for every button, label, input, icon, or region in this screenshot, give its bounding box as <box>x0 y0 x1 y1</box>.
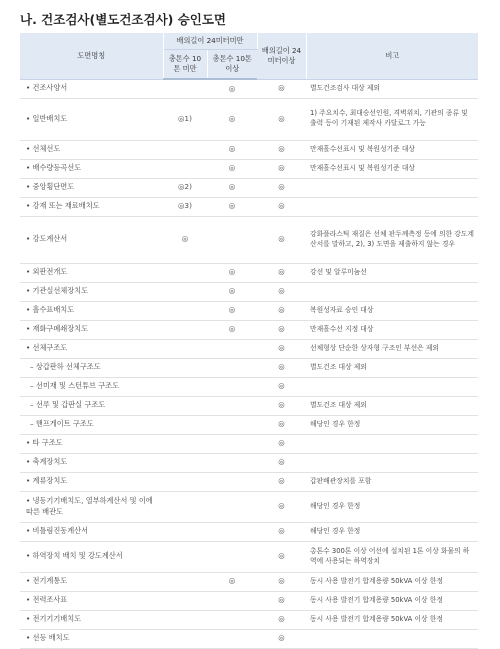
over-24m-cell <box>257 434 306 453</box>
approval-mark: ◎ <box>278 83 285 93</box>
drawing-name-cell: – 핸프게이트 구조도 <box>20 415 163 434</box>
approval-mark: ◎2) <box>177 182 193 192</box>
header-under-10t: 총톤수 10톤 미만 <box>163 49 207 79</box>
under-10t-cell <box>163 159 207 178</box>
table-row <box>20 572 478 591</box>
under-10t-cell <box>163 522 207 541</box>
table-row <box>20 339 478 358</box>
table-row <box>20 263 478 282</box>
table-row <box>20 453 478 472</box>
over-10t-cell <box>207 320 257 339</box>
over-10t-cell <box>207 415 257 434</box>
approval-mark: ◎ <box>278 182 285 192</box>
table-row <box>20 610 478 629</box>
over-10t-cell <box>207 301 257 320</box>
over-24m-cell <box>257 301 306 320</box>
remarks-cell: 강선 및 알루미늄선 <box>306 263 478 282</box>
under-10t-cell <box>163 282 207 301</box>
table-row <box>20 415 478 434</box>
approval-mark: ◎ <box>278 113 285 123</box>
approval-mark: ◎ <box>228 113 236 123</box>
approval-mark: ◎ <box>278 457 285 467</box>
over-24m-cell <box>257 140 306 159</box>
drawing-name-cell: • 축계장치도 <box>20 453 163 472</box>
approval-mark: ◎ <box>278 324 285 334</box>
under-10t-cell <box>163 377 207 396</box>
over-24m-cell <box>257 629 306 648</box>
drawing-name-cell: • 전력조사표 <box>20 591 163 610</box>
over-10t-cell <box>207 263 257 282</box>
remarks-cell <box>306 178 478 197</box>
remarks-cell: 해당인 경우 한정 <box>306 491 478 522</box>
approval-mark: ◎ <box>228 83 236 93</box>
over-24m-cell <box>257 159 306 178</box>
remarks-cell: 선체형상 단순한 상자형 구조인 부선은 제외 <box>306 339 478 358</box>
over-10t-cell <box>207 216 257 263</box>
approval-mark: ◎ <box>278 286 285 296</box>
under-10t-cell <box>163 339 207 358</box>
over-24m-cell <box>257 572 306 591</box>
table-row <box>20 216 478 263</box>
remarks-cell <box>306 629 478 648</box>
over-10t-cell <box>207 629 257 648</box>
table-row <box>20 197 478 216</box>
remarks-cell: 강화플라스틱 재질은 선체 판두께측정 등에 의한 강도계산서를 말하고, 2), 3) 도면을 제출하지 않는 경우 <box>306 216 478 263</box>
table-row <box>20 159 478 178</box>
drawing-name-cell: – 상갑판하 선체구조도 <box>20 358 163 377</box>
approval-mark: ◎ <box>278 614 285 624</box>
under-10t-cell <box>163 453 207 472</box>
remarks-cell: 복원성자료 승인 대상 <box>306 301 478 320</box>
over-24m-cell <box>257 522 306 541</box>
table-row <box>20 591 478 610</box>
header-over-24m: 배의길이 24미터이상 <box>257 33 306 79</box>
table-body <box>20 79 478 648</box>
under-10t-cell <box>163 591 207 610</box>
approval-mark: ◎1) <box>177 113 193 123</box>
approval-mark: ◎ <box>228 267 236 277</box>
over-24m-cell <box>257 216 306 263</box>
over-24m-cell <box>257 541 306 572</box>
header-under-24m: 배의길이 24미터미만 <box>163 33 257 49</box>
approval-mark: ◎ <box>278 551 285 561</box>
remarks-cell: 만재흘수선표시 및 복원성기준 대상 <box>306 140 478 159</box>
over-24m-cell <box>257 320 306 339</box>
remarks-cell: 해당인 경우 한정 <box>306 415 478 434</box>
remarks-cell: 만재흘수선표시 및 복원성기준 대상 <box>306 159 478 178</box>
remarks-cell: 동시 사용 발전기 합계용량 50kVA 이상 한정 <box>306 572 478 591</box>
drawing-name-cell: • 일반배치도 <box>20 98 163 140</box>
approval-mark: ◎ <box>278 362 285 372</box>
over-10t-cell <box>207 140 257 159</box>
remarks-cell: 별도건조검사 대상 제외 <box>306 79 478 98</box>
drawing-name-cell: • 외판전개도 <box>20 263 163 282</box>
drawing-name-cell: • 선체선도 <box>20 140 163 159</box>
table-row <box>20 301 478 320</box>
approval-mark: ◎ <box>278 633 285 643</box>
approval-mark: ◎ <box>228 305 236 315</box>
table-row <box>20 377 478 396</box>
drawing-name-cell: • 중앙횡단면도 <box>20 178 163 197</box>
over-10t-cell <box>207 472 257 491</box>
drawing-name-cell: • 계류장치도 <box>20 472 163 491</box>
remarks-cell: 동시 사용 발전기 합계용량 50kVA 이상 한정 <box>306 591 478 610</box>
drawing-name-cell: • 타 구조도 <box>20 434 163 453</box>
approval-mark: ◎ <box>278 343 285 353</box>
over-10t-cell <box>207 358 257 377</box>
over-10t-cell <box>207 541 257 572</box>
drawing-name-cell: • 재화구폐쇄장치도 <box>20 320 163 339</box>
drawing-name-cell: – 선루 및 갑판실 구조도 <box>20 396 163 415</box>
over-24m-cell <box>257 472 306 491</box>
table-row <box>20 320 478 339</box>
table-row <box>20 178 478 197</box>
table-row <box>20 491 478 522</box>
drawing-name-cell: • 선등 배치도 <box>20 629 163 648</box>
approval-mark: ◎ <box>278 501 285 511</box>
approval-mark: ◎ <box>278 163 285 173</box>
remarks-cell <box>306 453 478 472</box>
under-10t-cell <box>163 491 207 522</box>
over-24m-cell <box>257 178 306 197</box>
under-10t-cell <box>163 415 207 434</box>
table-header <box>20 33 478 79</box>
over-10t-cell <box>207 282 257 301</box>
over-10t-cell <box>207 572 257 591</box>
approval-mark: ◎ <box>278 234 285 244</box>
under-10t-cell <box>163 98 207 140</box>
approval-mark: ◎ <box>181 234 189 244</box>
approval-mark: ◎ <box>228 286 236 296</box>
over-10t-cell <box>207 339 257 358</box>
table-row <box>20 522 478 541</box>
approval-mark: ◎3) <box>177 201 193 211</box>
table-row <box>20 472 478 491</box>
remarks-cell <box>306 197 478 216</box>
approval-mark: ◎ <box>278 595 285 605</box>
over-24m-cell <box>257 396 306 415</box>
table-row <box>20 396 478 415</box>
drawing-name-cell: • 건조사양서 <box>20 79 163 98</box>
approval-mark: ◎ <box>278 438 285 448</box>
header-drawing-name: 도면명칭 <box>20 33 163 79</box>
table-row <box>20 541 478 572</box>
header-over-10t: 총톤수 10톤 이상 <box>207 49 257 79</box>
approval-mark: ◎ <box>228 324 236 334</box>
approval-mark: ◎ <box>228 144 236 154</box>
under-10t-cell <box>163 358 207 377</box>
approval-mark: ◎ <box>278 381 285 391</box>
drawing-name-cell: • 선체구조도 <box>20 339 163 358</box>
over-10t-cell <box>207 491 257 522</box>
over-24m-cell <box>257 415 306 434</box>
over-24m-cell <box>257 98 306 140</box>
under-10t-cell <box>163 629 207 648</box>
approval-mark: ◎ <box>228 576 236 586</box>
over-24m-cell <box>257 358 306 377</box>
approval-mark: ◎ <box>278 419 285 429</box>
drawing-name-cell: • 기관실선체장치도 <box>20 282 163 301</box>
approval-mark: ◎ <box>278 476 285 486</box>
over-24m-cell <box>257 491 306 522</box>
over-24m-cell <box>257 377 306 396</box>
drawing-name-cell: • 강재 또는 재료배치도 <box>20 197 163 216</box>
over-10t-cell <box>207 159 257 178</box>
under-10t-cell <box>163 434 207 453</box>
over-10t-cell <box>207 178 257 197</box>
remarks-cell <box>306 282 478 301</box>
table-row <box>20 282 478 301</box>
table-row <box>20 358 478 377</box>
under-10t-cell <box>163 301 207 320</box>
drawing-name-cell: • 냉동기기배치도, 열부하계산서 및 이에 따른 배관도 <box>20 491 163 522</box>
over-24m-cell <box>257 197 306 216</box>
over-10t-cell <box>207 79 257 98</box>
approval-mark: ◎ <box>278 267 285 277</box>
under-10t-cell <box>163 216 207 263</box>
over-10t-cell <box>207 591 257 610</box>
approval-mark: ◎ <box>278 526 285 536</box>
approval-mark: ◎ <box>278 576 285 586</box>
under-10t-cell <box>163 178 207 197</box>
approval-mark: ◎ <box>278 201 285 211</box>
approval-mark: ◎ <box>228 163 236 173</box>
section-title: 나. 건조검사(별도건조검사) 승인도면 <box>20 12 227 27</box>
over-24m-cell <box>257 282 306 301</box>
remarks-cell: 별도건조 대상 제외 <box>306 396 478 415</box>
under-10t-cell <box>163 472 207 491</box>
remarks-cell: 별도건조 대상 제외 <box>306 358 478 377</box>
under-10t-cell <box>163 140 207 159</box>
remarks-cell: 총톤수 300톤 이상 어선에 설치된 1톤 이상 화물의 하역에 사용되는 하역장치 <box>306 541 478 572</box>
over-24m-cell <box>257 453 306 472</box>
drawing-name-cell: • 비틀림진동계산서 <box>20 522 163 541</box>
over-10t-cell <box>207 377 257 396</box>
under-10t-cell <box>163 263 207 282</box>
over-24m-cell <box>257 610 306 629</box>
remarks-cell: 1) 주요치수, 최대승선인원, 격벽위치, 기관의 종류 및 출력 등이 기재된 제작사 카달로그 가능 <box>306 98 478 140</box>
drawing-name-cell: • 하역장치 배치 및 강도계산서 <box>20 541 163 572</box>
approval-mark: ◎ <box>228 182 236 192</box>
under-10t-cell <box>163 79 207 98</box>
table-row <box>20 434 478 453</box>
under-10t-cell <box>163 396 207 415</box>
table-row <box>20 629 478 648</box>
over-10t-cell <box>207 610 257 629</box>
under-10t-cell <box>163 320 207 339</box>
table-row <box>20 79 478 98</box>
drawing-name-cell: • 전기기기배치도 <box>20 610 163 629</box>
over-10t-cell <box>207 434 257 453</box>
drawing-name-cell: • 흘수표배치도 <box>20 301 163 320</box>
over-10t-cell <box>207 396 257 415</box>
under-10t-cell <box>163 197 207 216</box>
approval-mark: ◎ <box>278 400 285 410</box>
header-remarks: 비고 <box>306 33 478 79</box>
under-10t-cell <box>163 541 207 572</box>
approval-mark: ◎ <box>278 305 285 315</box>
over-10t-cell <box>207 197 257 216</box>
over-10t-cell <box>207 522 257 541</box>
table-row <box>20 98 478 140</box>
over-24m-cell <box>257 591 306 610</box>
approval-mark: ◎ <box>228 201 236 211</box>
over-24m-cell <box>257 263 306 282</box>
under-10t-cell <box>163 572 207 591</box>
approval-mark: ◎ <box>278 144 285 154</box>
drawing-name-cell: • 배수량등곡선도 <box>20 159 163 178</box>
drawing-name-cell: – 선미재 및 스턴튜브 구조도 <box>20 377 163 396</box>
remarks-cell: 해당인 경우 한정 <box>306 522 478 541</box>
over-24m-cell <box>257 79 306 98</box>
remarks-cell: 동시 사용 발전기 합계용량 50kVA 이상 한정 <box>306 610 478 629</box>
remarks-cell <box>306 434 478 453</box>
remarks-cell: 만재흘수선 지정 대상 <box>306 320 478 339</box>
table-row <box>20 140 478 159</box>
over-10t-cell <box>207 453 257 472</box>
approval-drawings-table <box>20 33 478 649</box>
remarks-cell <box>306 377 478 396</box>
under-10t-cell <box>163 610 207 629</box>
remarks-cell: 갑판배관장치를 포함 <box>306 472 478 491</box>
drawing-name-cell: • 강도계산서 <box>20 216 163 263</box>
over-24m-cell <box>257 339 306 358</box>
drawing-name-cell: • 전기계통도 <box>20 572 163 591</box>
over-10t-cell <box>207 98 257 140</box>
